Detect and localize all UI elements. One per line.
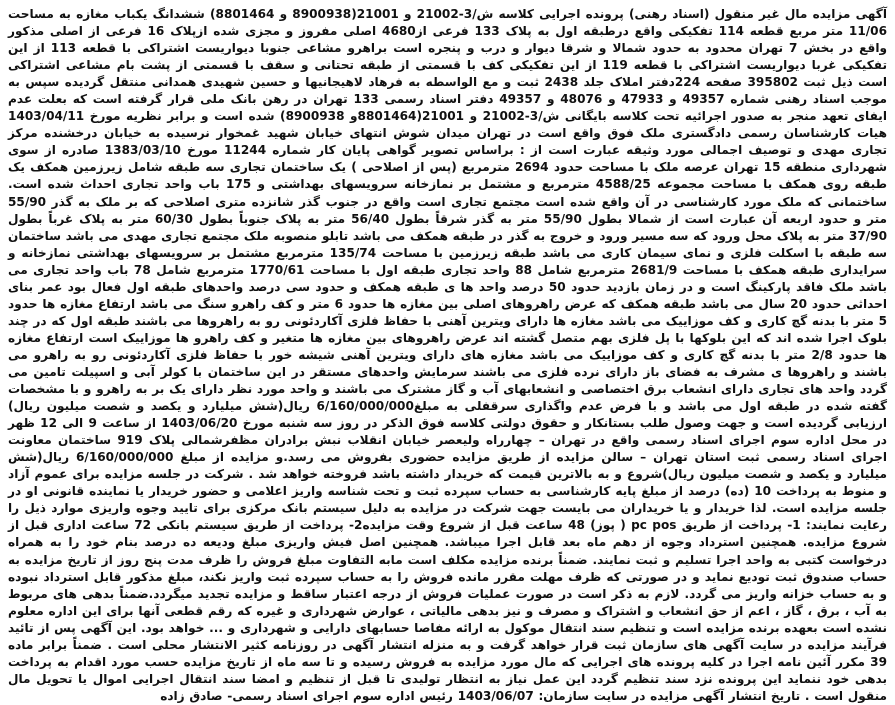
auction-notice-body: آگهی مزایده مال غیر منقول (اسناد رهنی) پرونده اجرایی کلاسه ش/3-21002 و 21001(8900938 و 8801464) ششدانگ یکباب مغازه به مساحت 11/06 متر مربع قطعه 114 تفکیکی واقع درطبقه اول به پلاک 133 فرعی از4680 اصلی مفروز و مجزی شده ازپلاک 16 فرعی از اصلی مذکور واقع در بخش 7 تهران محدود به حدود شمالا و شرقا دیوار و درب و پنجره است براهرو مشاعی جنوبا دیواریست اشتراکی با قطعه 113 از این تفکیکی غربا دیواریست اشتراکی با قطعه 119 از این تفکیکی کف با قسمتی از طبقه تحتانی و سقف با قسمتی از پشت بام مشاعی اشتراکی است ذیل ثبت 395802 صفحه 224دفتر املاک جلد 2438 ثبت و مع الواسطه به فرهاد لاهیجانیها و حسین شهیدی همدانی منتقل گردیده سپس به موجب اسناد رهنی شماره 49357 و 47933 و 48076 و 49357 دفتر اسناد رسمی 133 تهران در رهن بانک ملی قرار گرفته است که بعلت عدم ایفای تعهد منجر به صدور اجرائیه تحت کلاسه بایگانی ش/3-21002 و 21001(8801464و 8900938) شده است و برابر نظریه مورخ 1403/04/11 هیات کارشناسان رسمی دادگستری ملک فوق واقع است در تهران میدان شوش انتهای خیابان شهید غمخوار نرسیده به خیابان درخشنده مرکز تجاری مهدی و توصیف اجمالی مورد وثیقه عبارت است از : براساس تصویر گواهی پایان کار شماره 11244 مورخ 1383/03/10 صادره از سوی شهرداری منطقه 15 تهران عرصه ملک با مساحت حدود 2694 مترمربع (پس از اصلاحی ) یک ساختمان تجاری سه طبقه شامل زیرزمین همکف یک طبقه روی همکف با مساحت مجموعه 4588/25 مترمربع و مشتمل بر نمازخانه سرویسهای بهداشتی و 175 باب واحد تجاری احداث شده است. ساختمانی که ملک مورد کارشناسی در آن واقع شده است مجتمع تجاری است واقع در جنوب گذر شانزده متری اصلاحی که بر ملک به گذر 55/90 متر و حدود اربعه آن عبارت است از شمالا بطول 55/90 متر به گذر شرقاً بطول 56/40 متر به پلاک جنوباً بطول 60/30 متر به پلاک غرباً بطول 37/90 متر به پلاک محل ورود که سه مسیر ورود و خروج به گذر در طبقه همکف می باشد تابلو منصوبه ملک مجتمع تجاری مهدی می باشد ساختمان سه طبقه با اسکلت فلزی و نمای سیمان کاری می باشد طبقه زیرزمین با مساحت 135/74 مترمربع مشتمل بر سرویسهای بهداشتی نمازخانه و سرایداری طبقه همکف با مساحت 2681/9 مترمربع شامل 88 واحد تجاری طبقه اول با مساحت 1770/61 مترمربع شامل 78 باب واحد تجاری می باشد ملک فاقد پارکینگ است و در زمان بازدید حدود 50 درصد واحد ها ی طبقه همکف و حدود سی درصد واحدهای طبقه اول فعال بود عمر بنای احداثی حدود 20 سال می باشد طبقه همکف که عرض راهروهای اصلی بین مغازه ها حدود 6 متر و کف راهرو سنگ می باشد ارتفاع مغازه ها حدود 5 متر با بدنه گچ کاری و کف موزاییک می باشد مغازه ها دارای ویترین آهنی با حفاظ فلزی آکاردئونی رو به راهروها می باشند طبقه اول که در چند بلوک اجرا شده اند که این بلوکها با پل فلزی بهم متصل گشته اند عرض راهروهای بین مغازه ها متغیر و کف راهرو ها موزاییک است ارتفاع مغازه ها حدود 2/8 متر با بدنه گچ کاری و کف موزاییک می باشد مغازه های دارای ویترین آهنی شیشه خور با حفاظ فلزی آکاردئونی رو به راهرو می باشند و راهروها ی مشرف به فضای باز دارای نرده فلزی می باشند سرمایش واحدهای مستقر در این ساختمان با کولر آبی و اسپیلت تامین می گردد واحد های تجاری دارای انشعاب برق اختصاصی و انشعابهای آب و گاز مشترک می باشند و واحد مورد نظر دارای یک بر به راهرو و با مشخصات گفته شده در طبقه اول می باشد و با فرض عدم واگذاری سرقفلی به مبلغ6/160/000/000 ریال(شش میلیارد و یکصد و شصت میلیون ریال) ارزیابی گردیده است و جهت وصول طلب بستانکار و حقوق دولتی کلاسه فوق الذکر در روز سه شنبه مورخ 1403/06/20 از ساعت 9 الی 12 ظهر در محل اداره سوم اجرای اسناد رسمی واقع در تهران – چهارراه ولیعصر خیابان انقلاب نبش برادران مظفرشمالی پلاک 919 ساختمان معاونت اجرای اسناد رسمی ثبت استان تهران – سالن مزایده از طریق مزایده حضوری بفروش می رسد.و مزایده از مبلغ 6/160/000/000 ریال(شش میلیارد و یکصد و شصت میلیون ریال)شروع و به بالاترین قیمت که خریدار داشته باشد فروخته خواهد شد . شرکت در جلسه مزایده برای عموم آزاد و منوط به پرداخت 10 (ده) درصد از مبلغ پایه کارشناسی به حساب سپرده ثبت و تحت شناسه واریز اعلامی و حضور خریدار یا نماینده قانونی او در جلسه مزایده است. لذا خریدار و یا خریداران می بایست جهت شرکت در مزایده به دلیل سیستم بانک مرکزی برای تایید وجوه واریزی موارد ذیل را رعایت نمایند: 1- پرداخت از طریق pc pos ( پوز) 48 ساعت قبل از شروع وقت مزایده2- پرداخت از طریق سیستم بانکی 72 ساعت اداری قبل از شروع مزایده. همچنین استرداد وجوه از دهم ماه بعد قابل اجرا میباشد. همچنین اصل فیش واریزی مبلغ ودیعه ده درصد بنام خود را به همراه درخواست کتبی به واحد اجرا تسلیم و ثبت نمایند. ضمناً برنده مزایده مکلف است مابه التفاوت مبلغ فروش را ظرف مدت پنج روز از تاریخ مزایده به حساب صندوق ثبت تودیع نماید و در صورتی که ظرف مهلت مقرر مانده فروش را به حساب سپرده ثبت واریز نکند، مبلغ مذکور قابل استرداد نبوده و به حساب خزانه واریز می گردد. لازم به ذکر است در صورت عملیات فروش از درجه اعتبار ساقط و مزایده تجدید میگردد.ضمناً بدهی های مربوط به آب ، برق ، گاز ، اعم از حق انشعاب و اشتراک و مصرف و نیز بدهی مالیاتی ، عوارض شهرداری و غیره که رقم قطعی آنها برای این اداره معلوم نشده است بعهده برنده مزایده است و تنظیم سند انتقال موکول به ارائه مفاصا حسابهای دارایی و شهرداری و ... خواهد بود. این آگهی پس از تائید فرآیند مزایده در سایت آگهی های سازمان ثبت قرار خواهد گرفت و به منزله انتشار آگهی در روزنامه کثیر الانتشار محلی است . ضمناً برابر ماده 39 مکرر آئین نامه اجرا در کلیه پرونده های اجرایی که مال مورد مزایده به فروش رسیده و تا سه ماه از تاریخ مزایده حسب مورد اقدام به پرداخت بدهی خود ننماید این پرونده نزد سند تنظیم گردد این عمل نیاز به انتظار تولیدی تا قبل از تنظیم و امضا سند انتقال اجرایی اموال یا تحویل مال منقول است . تاریخ انتشار آگهی مزایده در سایت سازمان: 1403/06/07 رئیس اداره سوم اجرای اسناد رسمی- صادق زاده (8, 7, 888, 703)
